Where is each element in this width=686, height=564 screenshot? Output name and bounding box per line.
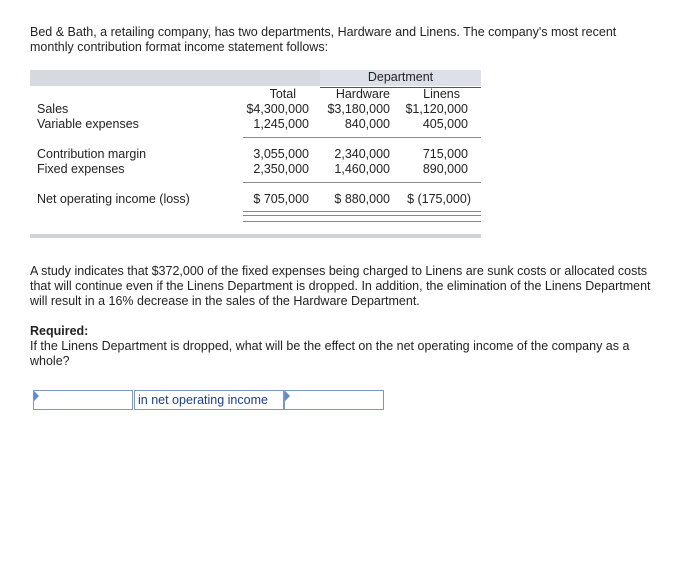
sales-total: $4,300,000: [246, 102, 309, 116]
noi-hardware: $ 880,000: [334, 192, 390, 206]
noi-total: $ 705,000: [253, 192, 309, 206]
row-label-fixed-expenses: Fixed expenses: [37, 162, 125, 176]
double-rule-bottom: [243, 215, 481, 216]
input-marker-icon: [285, 391, 290, 401]
col-header-linens: Linens: [423, 87, 460, 101]
study-text: A study indicates that $372,000 of the fixed expenses being charged to Linens are sunk costs or allocated costs that will continue even if the Linens Department is dropped. In addition, the elimination of the Linens Department will result in a 16% decrease in the sales of the Hardware Department.: [30, 264, 651, 308]
noi-rule: [243, 182, 481, 183]
cm-linens: 715,000: [422, 147, 468, 161]
double-rule-top: [243, 211, 481, 212]
required-question: If the Linens Department is dropped, what will be the effect on the net operating income of the company as a whole?: [30, 339, 630, 368]
row-label-variable-expenses: Variable expenses: [37, 117, 139, 131]
dropdown-marker-icon: [34, 391, 39, 401]
table-footer-bar: [30, 234, 481, 238]
row-label-contribution-margin: Contribution margin: [37, 147, 147, 161]
col-header-hardware: Hardware: [335, 87, 390, 101]
fixed-linens: 890,000: [422, 162, 468, 176]
col-header-total: Total: [269, 87, 296, 101]
row-label-sales: Sales: [37, 102, 69, 116]
required-section: [30, 324, 655, 369]
cm-hardware: 2,340,000: [334, 147, 390, 161]
row-label-net-operating-income: Net operating income (loss): [37, 192, 190, 206]
double-rule-extra: [243, 221, 481, 222]
variable-hardware: 840,000: [344, 117, 390, 131]
variable-total: 1,245,000: [253, 117, 309, 131]
sales-hardware: $3,180,000: [327, 102, 390, 116]
sales-linens: $1,120,000: [405, 102, 468, 116]
fixed-total: 2,350,000: [253, 162, 309, 176]
fixed-hardware: 1,460,000: [334, 162, 390, 176]
cm-total: 3,055,000: [253, 147, 309, 161]
income-statement-table: [30, 70, 481, 238]
required-heading: Required:: [30, 324, 89, 338]
noi-linens: $ (175,000): [407, 192, 471, 206]
variable-linens: 405,000: [422, 117, 468, 131]
department-header: Department: [367, 70, 434, 84]
amount-input[interactable]: [284, 390, 384, 410]
subtotal-rule: [243, 137, 481, 138]
effect-select[interactable]: [33, 390, 133, 410]
answer-label: in net operating income: [134, 390, 284, 410]
intro-text: Bed & Bath, a retailing company, has two departments, Hardware and Linens. The company's most recent monthly contribution format income statement follows:: [30, 25, 617, 54]
